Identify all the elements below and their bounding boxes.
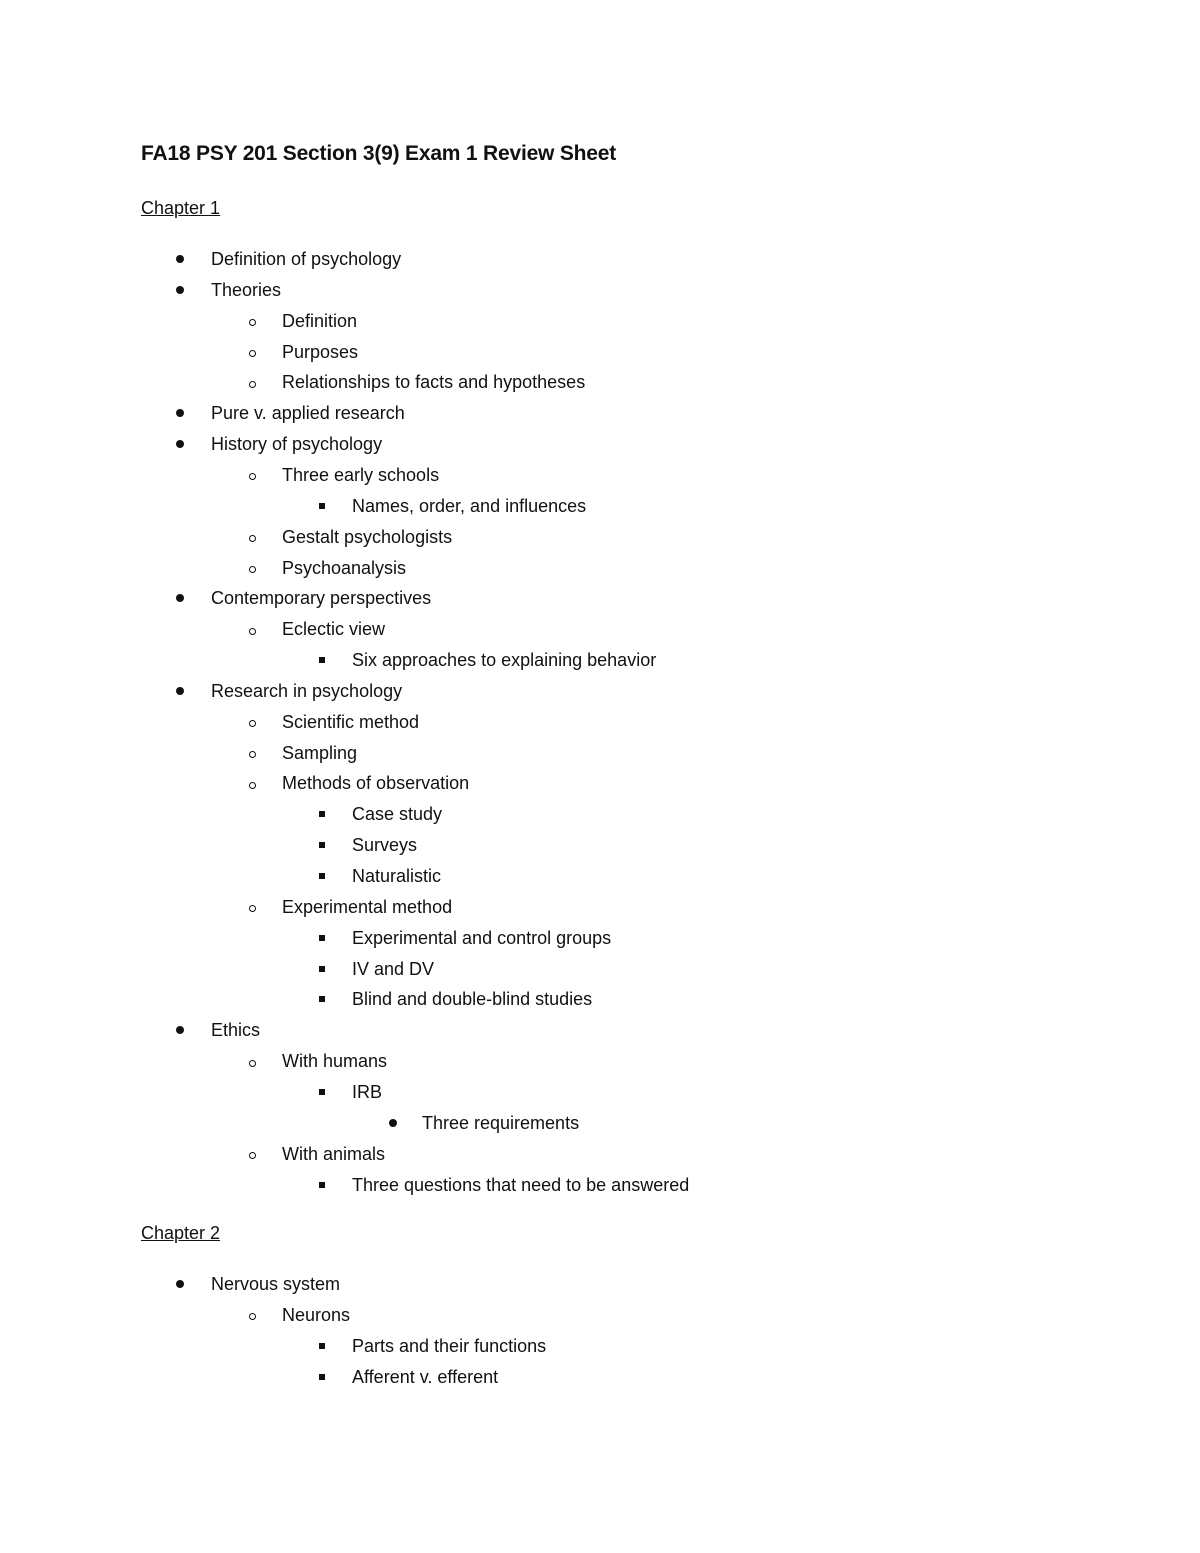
list-item-text: Experimental method [282, 896, 453, 917]
list-item-text: History of psychology [211, 434, 383, 455]
bullet-square-icon [319, 873, 325, 879]
bullet-circle-icon [249, 782, 256, 789]
bullet-circle-icon [249, 1060, 256, 1067]
list-item-text: Surveys [352, 835, 418, 856]
list-item-text: With humans [282, 1051, 388, 1072]
bullet-disc-icon [176, 1280, 184, 1288]
bullet-circle-icon [249, 566, 256, 573]
list-item-text: Purposes [282, 341, 359, 362]
bullet-square-icon [319, 657, 325, 663]
bullet-circle-icon [249, 751, 256, 758]
list-item-text: Pure v. applied research [211, 403, 405, 424]
bullet-circle-icon [249, 350, 256, 357]
bullet-circle-icon [249, 381, 256, 388]
bullet-square-icon [319, 503, 325, 509]
bullet-disc-icon [176, 440, 184, 448]
list-item-text: Methods of observation [282, 773, 470, 794]
list-item-text: Naturalistic [352, 866, 442, 886]
list-item-text: Neurons [282, 1304, 351, 1325]
list-item-text: Ethics [211, 1020, 261, 1041]
list-item-text: Experimental and control groups [352, 927, 612, 948]
bullet-circle-icon [249, 905, 256, 912]
list-item-text: Blind and double-blind studies [352, 989, 593, 1010]
bullet-disc-icon [176, 687, 184, 695]
list-item-text: Afferent v. efferent [352, 1366, 499, 1387]
bullet-disc-icon [176, 286, 184, 294]
bullet-square-icon [319, 966, 325, 972]
list-item-text: Research in psychology [211, 680, 403, 701]
bullet-circle-icon [249, 473, 256, 480]
chapter-heading: Chapter 2 [141, 1223, 221, 1243]
list-item-text: Names, order, and influences [352, 495, 587, 516]
bullet-disc-icon [176, 1026, 184, 1034]
document-title: FA18 PSY 201 Section 3(9) Exam 1 Review Sheet [141, 142, 617, 165]
bullet-disc-icon [389, 1119, 397, 1127]
bullet-square-icon [319, 996, 325, 1002]
list-item-text: Psychoanalysis [282, 557, 407, 578]
bullet-square-icon [319, 1089, 325, 1095]
bullet-square-icon [319, 811, 325, 817]
list-item-text: Three early schools [282, 464, 440, 485]
list-item-text: Gestalt psychologists [282, 526, 453, 547]
list-item-text: Three requirements [422, 1112, 580, 1133]
bullet-square-icon [319, 1374, 325, 1380]
bullet-disc-icon [176, 409, 184, 417]
list-item-text: Eclectic view [282, 619, 386, 640]
bullet-circle-icon [249, 319, 256, 326]
bullet-circle-icon [249, 720, 256, 727]
bullet-circle-icon [249, 1152, 256, 1159]
list-item-text: Parts and their functions [352, 1335, 547, 1356]
list-item-text: Sampling [282, 742, 358, 763]
list-item-text: Definition [282, 310, 358, 331]
bullet-square-icon [319, 935, 325, 941]
bullet-disc-icon [176, 594, 184, 602]
list-item-text: Relationships to facts and hypotheses [282, 372, 586, 393]
chapter-heading: Chapter 1 [141, 198, 221, 218]
bullet-circle-icon [249, 628, 256, 635]
bullet-circle-icon [249, 1313, 256, 1320]
bullet-circle-icon [249, 535, 256, 542]
bullet-square-icon [319, 842, 325, 848]
list-item-text: IRB [352, 1081, 383, 1102]
bullet-square-icon [319, 1182, 325, 1188]
bullet-square-icon [319, 1343, 325, 1349]
list-item-text: Theories [211, 279, 282, 300]
list-item-text: Contemporary perspectives [211, 588, 432, 609]
list-item-text: Scientific method [282, 711, 420, 732]
list-item-text: Nervous system [211, 1274, 341, 1294]
list-item-text: Case study [352, 804, 443, 825]
list-item-text: Definition of psychology [211, 249, 402, 269]
list-item-text: With animals [282, 1143, 386, 1164]
list-item-text: Three questions that need to be answered [352, 1174, 690, 1195]
list-item-text: IV and DV [352, 958, 435, 979]
list-item-text: Six approaches to explaining behavior [352, 650, 657, 671]
bullet-disc-icon [176, 255, 184, 263]
